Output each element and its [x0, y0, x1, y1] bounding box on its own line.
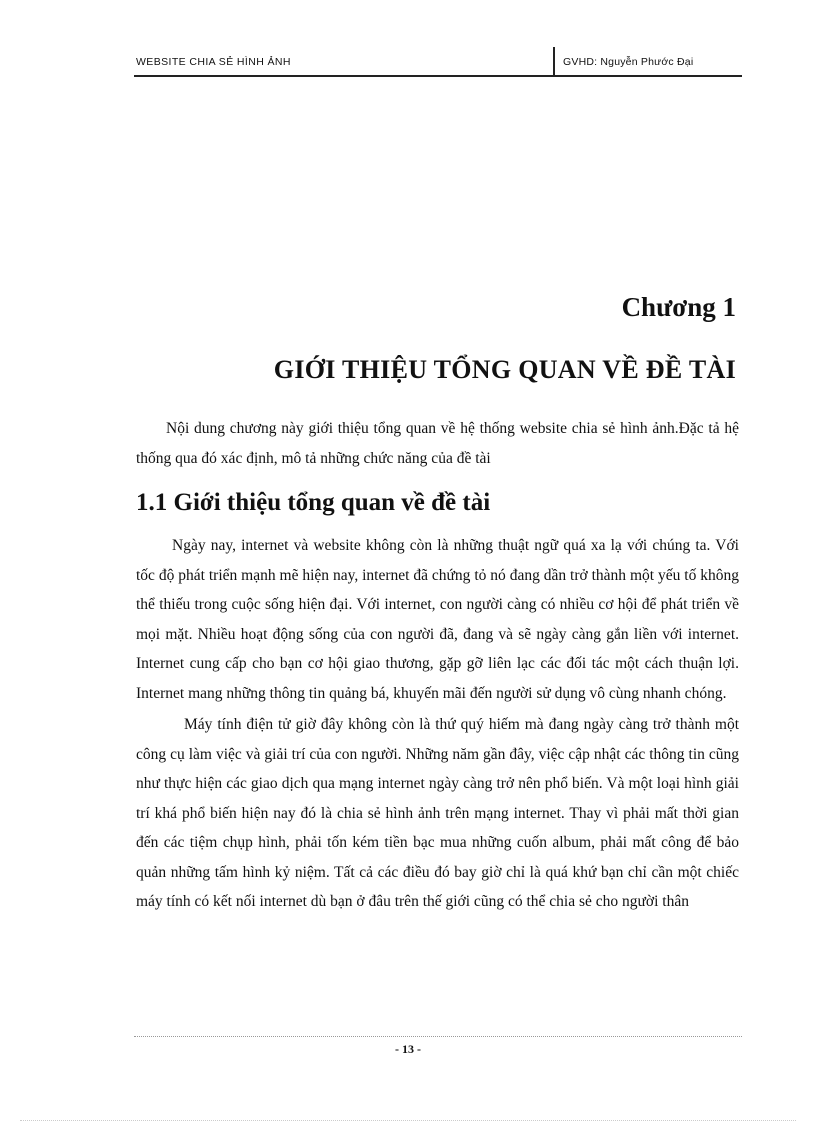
- chapter-intro: Nội dung chương này giới thiệu tổng quan về hệ thống website chia sẻ hình ảnh.Đặc tả hệ thống qua đó xác định, mô tả những chức năng của đề tài: [136, 420, 739, 467]
- header-rule: [134, 75, 742, 77]
- header-document-title: WEBSITE CHIA SẺ HÌNH ẢNH: [136, 56, 291, 68]
- page-bottom-border: [20, 1120, 796, 1121]
- body-paragraph: Máy tính điện tử giờ đây không còn là thứ quý hiếm mà đang ngày càng trở thành một công cụ làm việc và giải trí của con người. Những năm gần đây, việc cập nhật các thông tin cũng như thực hiện các giao dịch qua mạng internet ngày càng trở nên phổ biến. Và một loại hình giải trí khá phổ biến hiện nay đó là chia sẻ hình ảnh trên mạng internet. Thay vì phải mất thời gian đến các tiệm chụp hình, phải tốn kém tiền bạc mua những cuốn album, phải mất công để bảo quản những tấm hình kỷ niệm. Tất cả các điều đó bay giờ chỉ là quá khứ bạn chỉ cần một chiếc máy tính có kết nối internet dù bạn ở đâu trên thế giới cũng có thể chia sẻ cho người thân: [136, 716, 739, 910]
- page-number: - 13 -: [395, 1042, 421, 1056]
- section-heading: 1.1 Giới thiệu tổng quan về đề tài: [136, 489, 491, 516]
- page-header: [134, 47, 742, 77]
- footer-rule: [134, 1036, 742, 1037]
- body-paragraph: Ngày nay, internet và website không còn là những thuật ngữ quá xa lạ với chúng ta. Với tốc độ phát triển mạnh mẽ hiện nay, internet đã chứng tỏ nó đang dần trở thành một yếu tố không thể thiếu trong cuộc sống hiện đại. Với internet, con người càng có nhiều cơ hội để phát triển về mọi mặt. Nhiều hoạt động sống của con người đã, đang và sẽ ngày càng gắn liền với internet. Internet cung cấp cho bạn cơ hội giao thương, gặp gỡ liên lạc các đối tác một cách thuận lợi. Internet mang những thông tin quảng bá, khuyến mãi đến người sử dụng vô cùng nhanh chóng.: [136, 537, 739, 702]
- header-divider: [553, 47, 555, 75]
- chapter-label: Chương 1: [621, 292, 736, 322]
- chapter-title: GIỚI THIỆU TỔNG QUAN VỀ ĐỀ TÀI: [273, 355, 736, 384]
- section-body: [136, 531, 739, 917]
- header-supervisor: GVHD: Nguyễn Phước Đại: [563, 56, 694, 68]
